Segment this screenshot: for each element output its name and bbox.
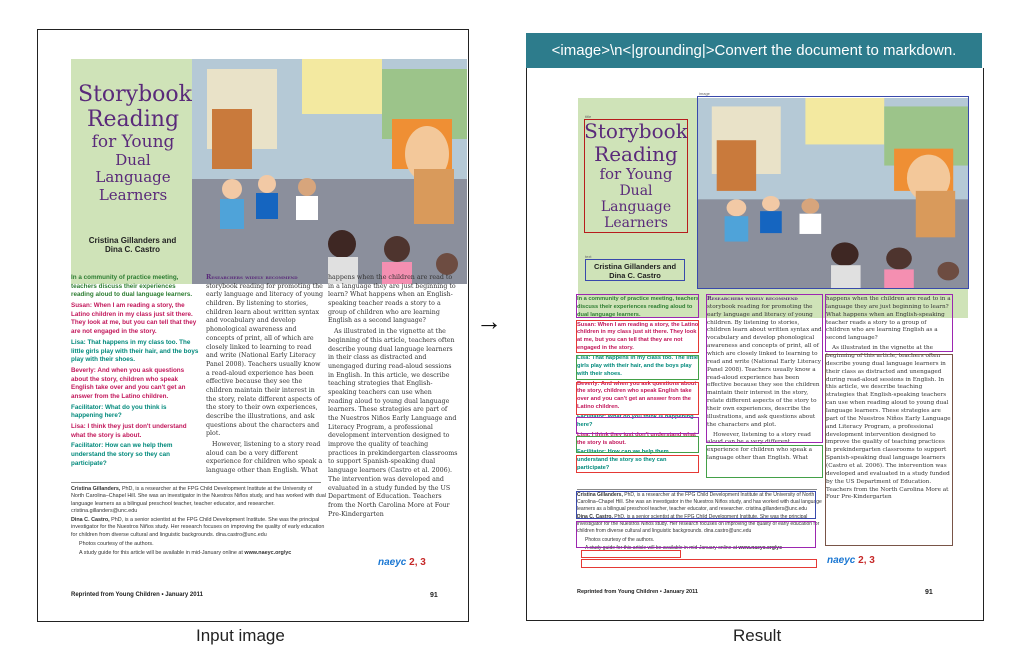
result-caption: Result bbox=[733, 626, 782, 645]
dialogue-column bbox=[71, 274, 199, 470]
input-caption: Input image bbox=[196, 626, 285, 645]
title-line: for Young bbox=[91, 131, 175, 152]
study-guide-note: A study guide for this article will be available in mid-January online at www.naeyc.org/yc bbox=[79, 550, 292, 557]
dialogue-line: Facilitator: How can we help them understand the story so they can participate? bbox=[577, 449, 669, 472]
dialogue-line: Lisa: I think they just don't understand what the story is about. bbox=[71, 423, 187, 439]
grounding-label: image bbox=[699, 91, 710, 96]
grounding-box-col2-p2 bbox=[706, 445, 823, 478]
classroom-photo bbox=[192, 59, 467, 284]
grounding-box-image bbox=[697, 96, 969, 289]
grounding-label: title bbox=[585, 114, 592, 119]
input-document-page bbox=[37, 29, 469, 622]
dialogue-line: Lisa: That happens in my class too. The little girls play with their hair, and the boys play with their shoes. bbox=[577, 355, 699, 377]
dialogue-line: Susan: When I am reading a story, the Latino children in my class just sit there. They look at me, but you can tell that they are not engaged in the story. bbox=[577, 321, 699, 352]
arrow-icon: → bbox=[476, 306, 502, 336]
prompt-text: <image>\n<|grounding|>Convert the document to markdown. bbox=[551, 42, 957, 59]
bio-paragraph: Cristina Gillanders, PhD, is a researcher at the FPG Child Development Institute at the University of North Carolina–Chapel Hill. She was an investigator in the Nuestros Niños study, and has worked with dual language learners as a bilingual preschool teacher, teacher educator, and researcher. cristina.gillanders@unc.edu bbox=[71, 486, 326, 514]
dialogue-line: Lisa: That happens in my class too. The little girls play with their hair, and the boys play with their shoes. bbox=[71, 338, 199, 364]
intro-paragraph: In a community of practice meeting, teachers discuss their experiences reading aloud to dual language learners. bbox=[577, 296, 700, 318]
intro-paragraph: In a community of practice meeting, teachers discuss their experiences reading aloud to dual language learners. bbox=[71, 274, 193, 299]
body-paragraph: As illustrated in the vignette at the beginning of this article, teachers often describe young dual language learners in their class as distracted and unengaged during read-aloud sessions in English. In this article, we describe teaching strategies that English-speaking teachers can use when reading aloud to young dual language learners. These strategies are part of the Nuestros Niños Early Language and Literacy Program, a professional development intervention designed to improve the quality of teaching practices in prekindergarten classrooms to support Spanish-speaking dual language learners (Castro et al. 2006). The intervention was developed and evaluated in a study funded by the US Department of Education. Teachers from the North Carolina More at Four Pre-Kindergarten bbox=[826, 345, 951, 501]
dialogue-line: Lisa: I think they just don't understand what the story is about. bbox=[577, 431, 696, 446]
bio-paragraph: Cristina Gillanders, PhD, is a researcher at the FPG Child Development Institute at the University of North Carolina–Chapel Hill. She was an investigator in the Nuestros Niños study, and has worked with dual language learners as a bilingual preschool teacher, teacher educator, and researcher. cristina.gillanders@unc.edu bbox=[577, 492, 822, 512]
body-column-3 bbox=[328, 274, 458, 521]
grounding-box-lisa-2 bbox=[576, 436, 699, 453]
byline-line: Dina C. Castro bbox=[609, 271, 661, 280]
dialogue-line: Facilitator: What do you think is happening here? bbox=[577, 414, 694, 428]
grounding-box-susan bbox=[576, 320, 699, 353]
naeyc-logo: naeyc 2, 3 bbox=[378, 557, 426, 568]
body-paragraph: However, listening to a story read aloud can be a very different experience for children who speak a language other than English. What bbox=[707, 431, 812, 462]
grounding-box-col2-p1 bbox=[706, 294, 823, 443]
title-line: Storybook bbox=[584, 119, 688, 143]
grounding-box-bio2 bbox=[576, 521, 816, 548]
prompt-banner bbox=[526, 33, 982, 68]
byline bbox=[80, 236, 185, 254]
grounding-box-photo-credit bbox=[581, 550, 681, 558]
result-document-page bbox=[526, 68, 984, 621]
byline-line: Cristina Gillanders and bbox=[88, 236, 177, 245]
author-bios bbox=[71, 486, 326, 560]
dialogue-line: Facilitator: What do you think is happening here? bbox=[71, 403, 167, 420]
bio-paragraph: Dina C. Castro, PhD, is a senior scientist at the FPG Child Development Institute. She was the principal investigator for the Nuestros Niños study. Her research focuses on improving the quality of early education for children from diverse cultural and linguistic backgrounds. dina.castro@unc.edu bbox=[577, 514, 820, 534]
title-line: Reading bbox=[594, 142, 678, 166]
grounding-box-intro bbox=[576, 294, 699, 318]
byline-line: Cristina Gillanders and bbox=[593, 262, 677, 271]
grounding-label: text bbox=[585, 254, 592, 259]
grounding-box-byline bbox=[585, 259, 685, 281]
photo-credit: Photos courtesy of the authors. bbox=[79, 541, 154, 548]
title-line: for Young bbox=[599, 165, 673, 183]
title-line: Learners bbox=[98, 185, 168, 204]
grounding-box-study-guide bbox=[581, 559, 817, 568]
body-paragraph: happens when the children are read to in a language they are just beginning to learn? What happens when an English-speaking teacher reads a story to a group of children who are learning English as a second language? bbox=[826, 296, 951, 342]
body-paragraph: Researchers widely recommend storybook reading for promoting the early language and literacy of young children. By listening to stories, children learn about written syntax and vocabulary and develop phonological awareness and concepts of print, all of which are closely linked to learning to read and write (National Early Literacy Panel 2008). Teachers usually know a read-aloud experience has been effective because they see the children maintain their interest in the story, relate different aspects of the story to their own experiences, describe the illustrations, and ask questions about the characters and plot. bbox=[206, 274, 324, 438]
title-line: Learners bbox=[604, 215, 668, 232]
naeyc-logo: naeyc 2, 3 bbox=[827, 555, 875, 566]
grounding-box-title bbox=[584, 119, 688, 233]
title-line: Dual Language bbox=[95, 151, 171, 187]
page-footer-left: Reprinted from Young Children • January 2011 bbox=[71, 592, 203, 598]
body-paragraph: Researchers widely recommend storybook reading for promoting the early language and literacy of young children. By listening to stories, children learn about written syntax and vocabulary and develop phonological awareness and concepts of print, all of which are closely linked to learning to read and write (National Early Literacy Panel 2008). Teachers usually know a read-aloud experience has been effective because they see the children maintain their interest in the story, relate different aspects of the story to their own experiences, describe the illustrations, and ask questions about the characters and plot. bbox=[707, 296, 822, 428]
article-title bbox=[78, 82, 193, 204]
body-column-2 bbox=[206, 274, 324, 478]
body-paragraph: However, listening to a story read aloud can be a very different experience for children who speak a language other than English. What bbox=[206, 441, 323, 475]
grounding-box-lisa bbox=[576, 355, 699, 380]
bio-divider bbox=[577, 489, 817, 490]
dialogue-line: Beverly: And when you ask questions about the story, children who speak English take over and you can't get an answer from the Latino children. bbox=[577, 380, 697, 411]
grounding-box-facilitator-2 bbox=[576, 455, 699, 473]
bio-paragraph: Dina C. Castro, PhD, is a senior scientist at the FPG Child Development Institute. She was the principal investigator for the Nuestros Niños study. Her research focuses on improving the quality of early education for children from diverse cultural and linguistic backgrounds. dina.castro@unc.edu bbox=[71, 517, 325, 538]
page-number: 91 bbox=[430, 592, 438, 599]
title-line: Reading bbox=[86, 107, 180, 133]
dialogue-line: Facilitator: How can we help them understand the story so they can participate? bbox=[71, 442, 173, 467]
grounding-box-beverly bbox=[576, 382, 699, 415]
grounding-box-col3-p2 bbox=[825, 354, 953, 546]
byline-line: Dina C. Castro bbox=[104, 245, 161, 254]
body-paragraph: happens when the children are read to in a language they are just beginning to learn? What happens when an English-speaking teacher reads a story to a group of children who are learning English as a second language? bbox=[328, 274, 456, 325]
study-guide-note: A study guide for this article will be available in mid-January online at www.naeyc.org/yc bbox=[585, 545, 782, 552]
grounding-box-col3-p1 bbox=[825, 294, 953, 352]
dialogue-line: Beverly: And when you ask questions about the story, children who speak English take over and you can't get an answer from the Latino children. bbox=[71, 366, 186, 400]
grounding-box-bio1 bbox=[576, 491, 816, 519]
bio-divider bbox=[71, 482, 321, 483]
body-paragraph: As illustrated in the vignette at the beginning of this article, teachers often describe young dual language learners in their class as distracted and unengaged during read-aloud sessions in English. In this article, we describe teaching strategies that English-speaking teachers can use when reading aloud to young dual language learners. These strategies are part of the Nuestros Niños Early Language and Literacy Program, a professional development intervention designed to improve the quality of teaching practices in prekindergarten classrooms to support Spanish-speaking dual language learners (Castro et al. 2006). The intervention was developed and evaluated in a study funded by the US Department of Education. Teachers from the North Carolina More at Four Pre-Kindergarten bbox=[328, 328, 458, 518]
dialogue-line: Susan: When I am reading a story, the Latino children in my class just sit there. They look at me, but you can tell that they are not engaged in the story. bbox=[71, 302, 197, 336]
page-footer-left: Reprinted from Young Children • January 2011 bbox=[577, 589, 698, 595]
page-number: 91 bbox=[925, 589, 933, 596]
title-line: Storybook bbox=[78, 82, 193, 107]
photo-credit: Photos courtesy of the authors. bbox=[585, 536, 655, 543]
grounding-box-facilitator-1 bbox=[576, 417, 699, 434]
title-line: Dual Language bbox=[600, 183, 672, 216]
